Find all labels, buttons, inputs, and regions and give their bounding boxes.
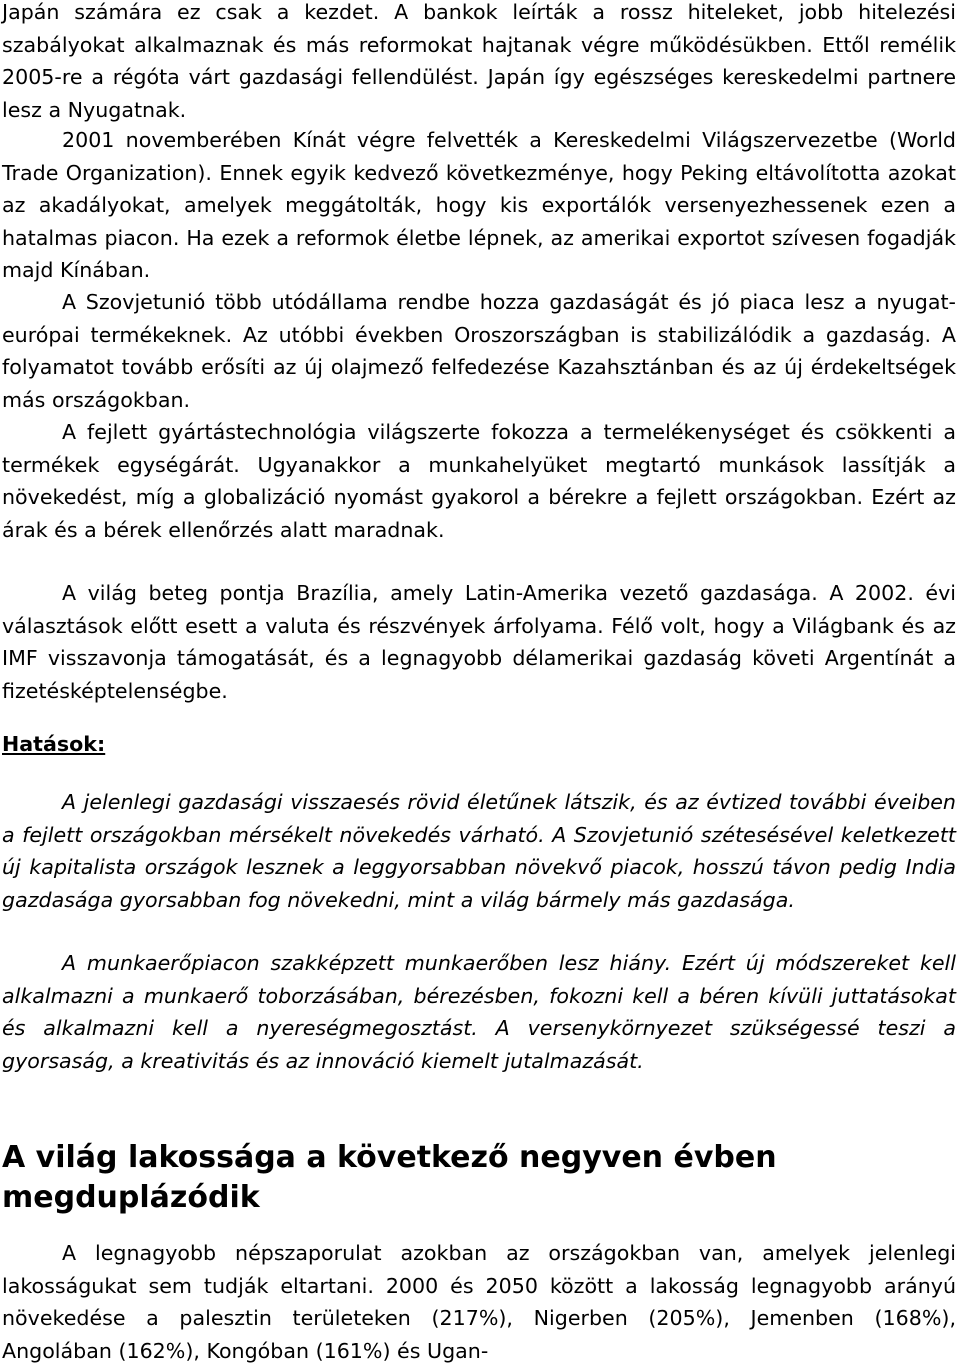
paragraph-brazil: A világ beteg pontja Brazília, amely Latin-Amerika vezető gazdasága. A 2002. évi választások előtt esett a valuta és részvények árfolyama. Félő volt, hogy a Világbank és az IMF visszavonja támogatását, és a legnagyobb délamerikai gazdaság követi Argentínát a fizetésképtelenségbe. <box>2 581 956 703</box>
paragraph-china-wto: 2001 novemberében Kínát végre felvették a Kereskedelmi Világszervezetbe (World Trade Organization). Ennek egyik kedvező következménye, hogy Peking eltávolította azokat az akadályokat, amelyek meggátolták, hogy kis exportálók versenyezhessenek ezen a hatalmas piacon. Ha ezek a reformok életbe lépnek, az amerikai exportot szívesen fogadják majd Kínában. <box>2 128 956 283</box>
paragraph-japan: Japán számára ez csak a kezdet. A bankok leírták a rossz hiteleket, jobb hitelezési szabályokat alkalmaznak és más reformokat hajtanak végre működésükben. Ettől remélik 2005-re a régóta várt gazdasági fellendülést. Japán így egészséges kereskedelmi partnere lesz a Nyugatnak. <box>2 0 956 122</box>
paragraph-population: A legnagyobb népszaporulat azokban az országokban van, amelyek jelenlegi lakosságukat sem tudják eltartani. 2000 és 2050 között a lakosság legnagyobb arányú növekedése a palesztin területeken (217%), Nigerben (205%), Jemenben (168%), Angolában (162%), Kongóban (161%) és Ugan- <box>2 1241 956 1363</box>
effects-label: Hatások: <box>2 732 106 756</box>
paragraph-effects-labor: A munkaerőpiacon szakképzett munkaerőben lesz hiány. Ezért új módszereket kell alkalmazni a munkaerő toborzásában, bérezésben, fokozni kell a béren kívüli juttatásokat és alkalmazni kell a nyereségmegosztást. A versenykörnyezet szükségessé teszi a gyorsaság, a kreativitás és az innováció kiemelt jutalmazását. <box>2 951 956 1073</box>
section-heading-population: A világ lakossága a következő negyven évben megduplázódik <box>2 1140 777 1215</box>
paragraph-manufacturing: A fejlett gyártástechnológia világszerte fokozza a termelékenységet és csökkenti a termékek egységárát. Ugyanakkor a munkahelyüket megtartó munkások lassítják a növekedést, míg a globalizáció nyomást gyakorol a bérekre a fejlett országokban. Ezért az árak és a bérek ellenőrzés alatt maradnak. <box>2 420 956 542</box>
paragraph-effects-economy: A jelenlegi gazdasági visszaesés rövid életűnek látszik, és az évtized további éveiben a fejlett országokban mérsékelt növekedés várható. A Szovjetunió szétesésével keletkezett új kapitalista országok lesznek a leggyorsabban növekvő piacok, hosszú távon pedig India gazdasága gyorsabban fog növekedni, mint a világ bármely más gazdasága. <box>2 790 956 912</box>
paragraph-soviet-successors: A Szovjetunió több utódállama rendbe hozza gazdaságát és jó piaca lesz a nyugat-európai termékeknek. Az utóbbi években Oroszországban is stabilizálódik a gazdaság. A folyamatot tovább erősíti az új olajmező felfedezése Kazahsztánban és az új érdekeltségek más országokban. <box>2 290 956 412</box>
